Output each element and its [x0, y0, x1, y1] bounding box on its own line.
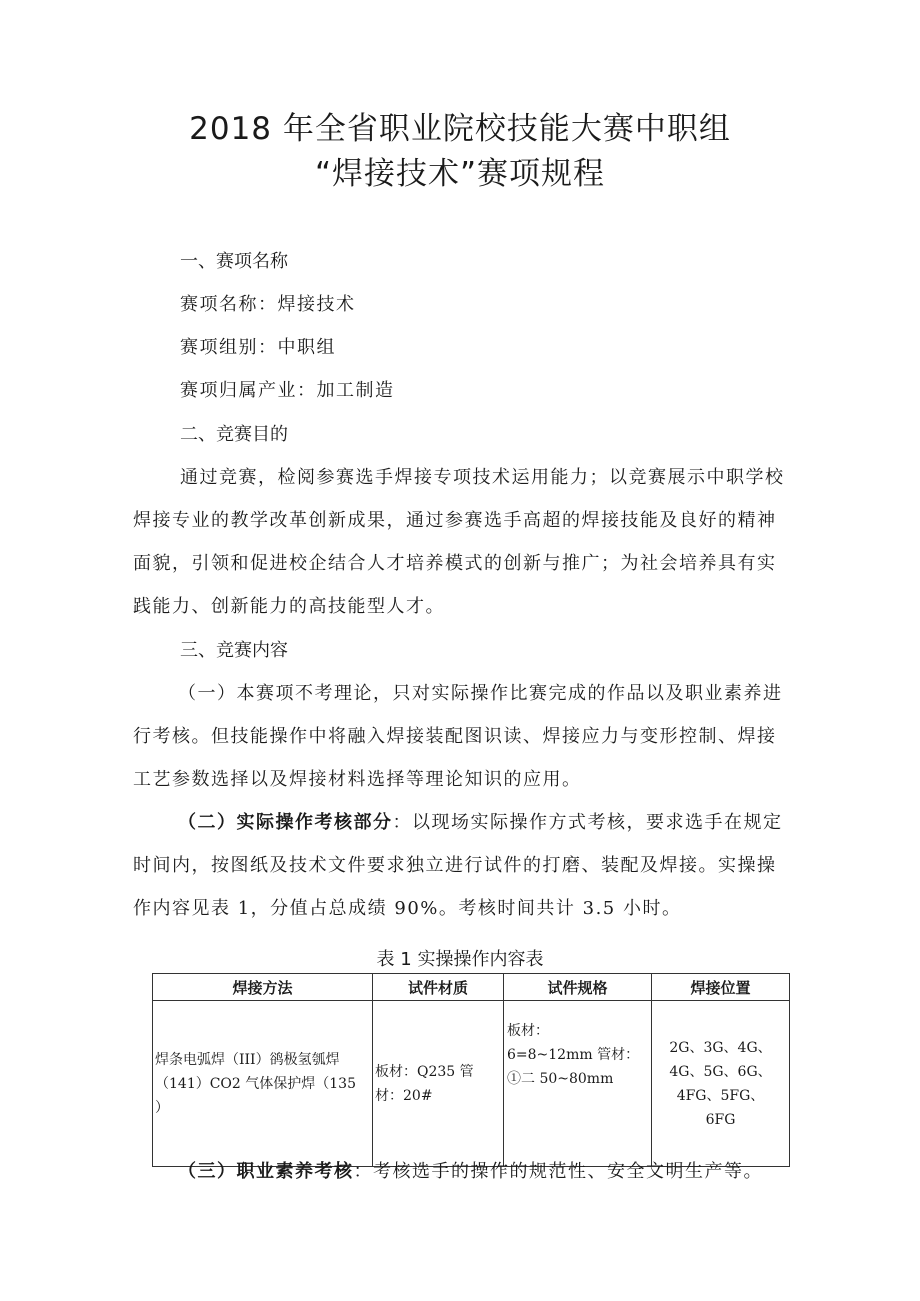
practical-assessment-text: ：以现场实际操作方式考核，要求选手在规定: [392, 812, 783, 833]
section-3-heading: 三、竞赛内容: [180, 640, 288, 661]
cell-material: 板材：Q235 管 材：20#: [373, 1001, 504, 1167]
professional-quality-text: ：考核选手的操作的规范性、安全文明生产等。: [353, 1161, 763, 1182]
content-p2-line: 时间内，按图纸及技术文件要求独立进行试件的打磨、装配及焊接。实操操: [133, 855, 777, 876]
section-1-heading: 一、赛项名称: [180, 251, 288, 272]
cell-spec: 板材： 6=8~12mm 管材： ①二 50~80mm: [504, 1001, 652, 1167]
purpose-line: 面貌，引领和促进校企结合人才培养模式的创新与推广；为社会培养具有实: [133, 553, 777, 574]
section-2-heading: 二、竞赛目的: [180, 424, 288, 445]
practical-assessment-label: （二）实际操作考核部分: [178, 812, 393, 833]
table-header-row: [153, 974, 790, 1001]
doc-title-line-1: 2018 年全省职业院校技能大赛中职组: [189, 111, 731, 147]
cell-method: 焊条电弧焊（III）鹆极氢瓠焊 （141）CO2 气体保护焊（135 ）: [153, 1001, 373, 1167]
table-caption: 表 1 实操操作内容表: [376, 949, 544, 970]
content-p2-line: 作内容见表 1，分值占总成绩 90%。考核时间共计 3.5 小时。: [133, 898, 682, 919]
cell-position: 2G、3G、4G、 4G、5G、6G、 4FG、5FG、 6FG: [652, 1001, 790, 1167]
event-industry: 赛项归属产业：加工制造: [180, 380, 395, 401]
event-name: 赛项名称：焊接技术: [180, 294, 356, 315]
header-position: 焊接位置: [652, 974, 790, 1001]
table-row: [153, 1001, 790, 1167]
content-p1-line: （一）本赛项不考理论，只对实际操作比赛完成的作品以及职业素养进: [178, 683, 783, 704]
content-p3-line: [178, 1157, 763, 1183]
header-spec: 试件规格: [504, 974, 652, 1001]
doc-title-line-2: “焊接技术”赛项规程: [314, 156, 606, 192]
content-p2-first-line: [178, 808, 783, 834]
professional-quality-label: （三）职业素养考核: [178, 1161, 354, 1182]
header-material: 试件材质: [373, 974, 504, 1001]
purpose-line: 通过竞赛，检阅参赛选手焊接专项技术运用能力；以竞赛展示中职学校: [180, 467, 785, 488]
practical-content-table: [152, 973, 790, 1167]
content-p1-line: 行考核。但技能操作中将融入焊接装配图识读、焊接应力与变形控制、焊接: [133, 726, 777, 747]
content-p1-line: 工艺参数选择以及焊接材料选择等理论知识的应用。: [133, 769, 582, 790]
purpose-line: 践能力、创新能力的高技能型人才。: [133, 596, 445, 617]
purpose-line: 焊接专业的教学改革创新成果，通过参赛选手高超的焊接技能及良好的精神: [133, 510, 777, 531]
event-group: 赛项组别：中职组: [180, 337, 336, 358]
header-method: 焊接方法: [153, 974, 373, 1001]
